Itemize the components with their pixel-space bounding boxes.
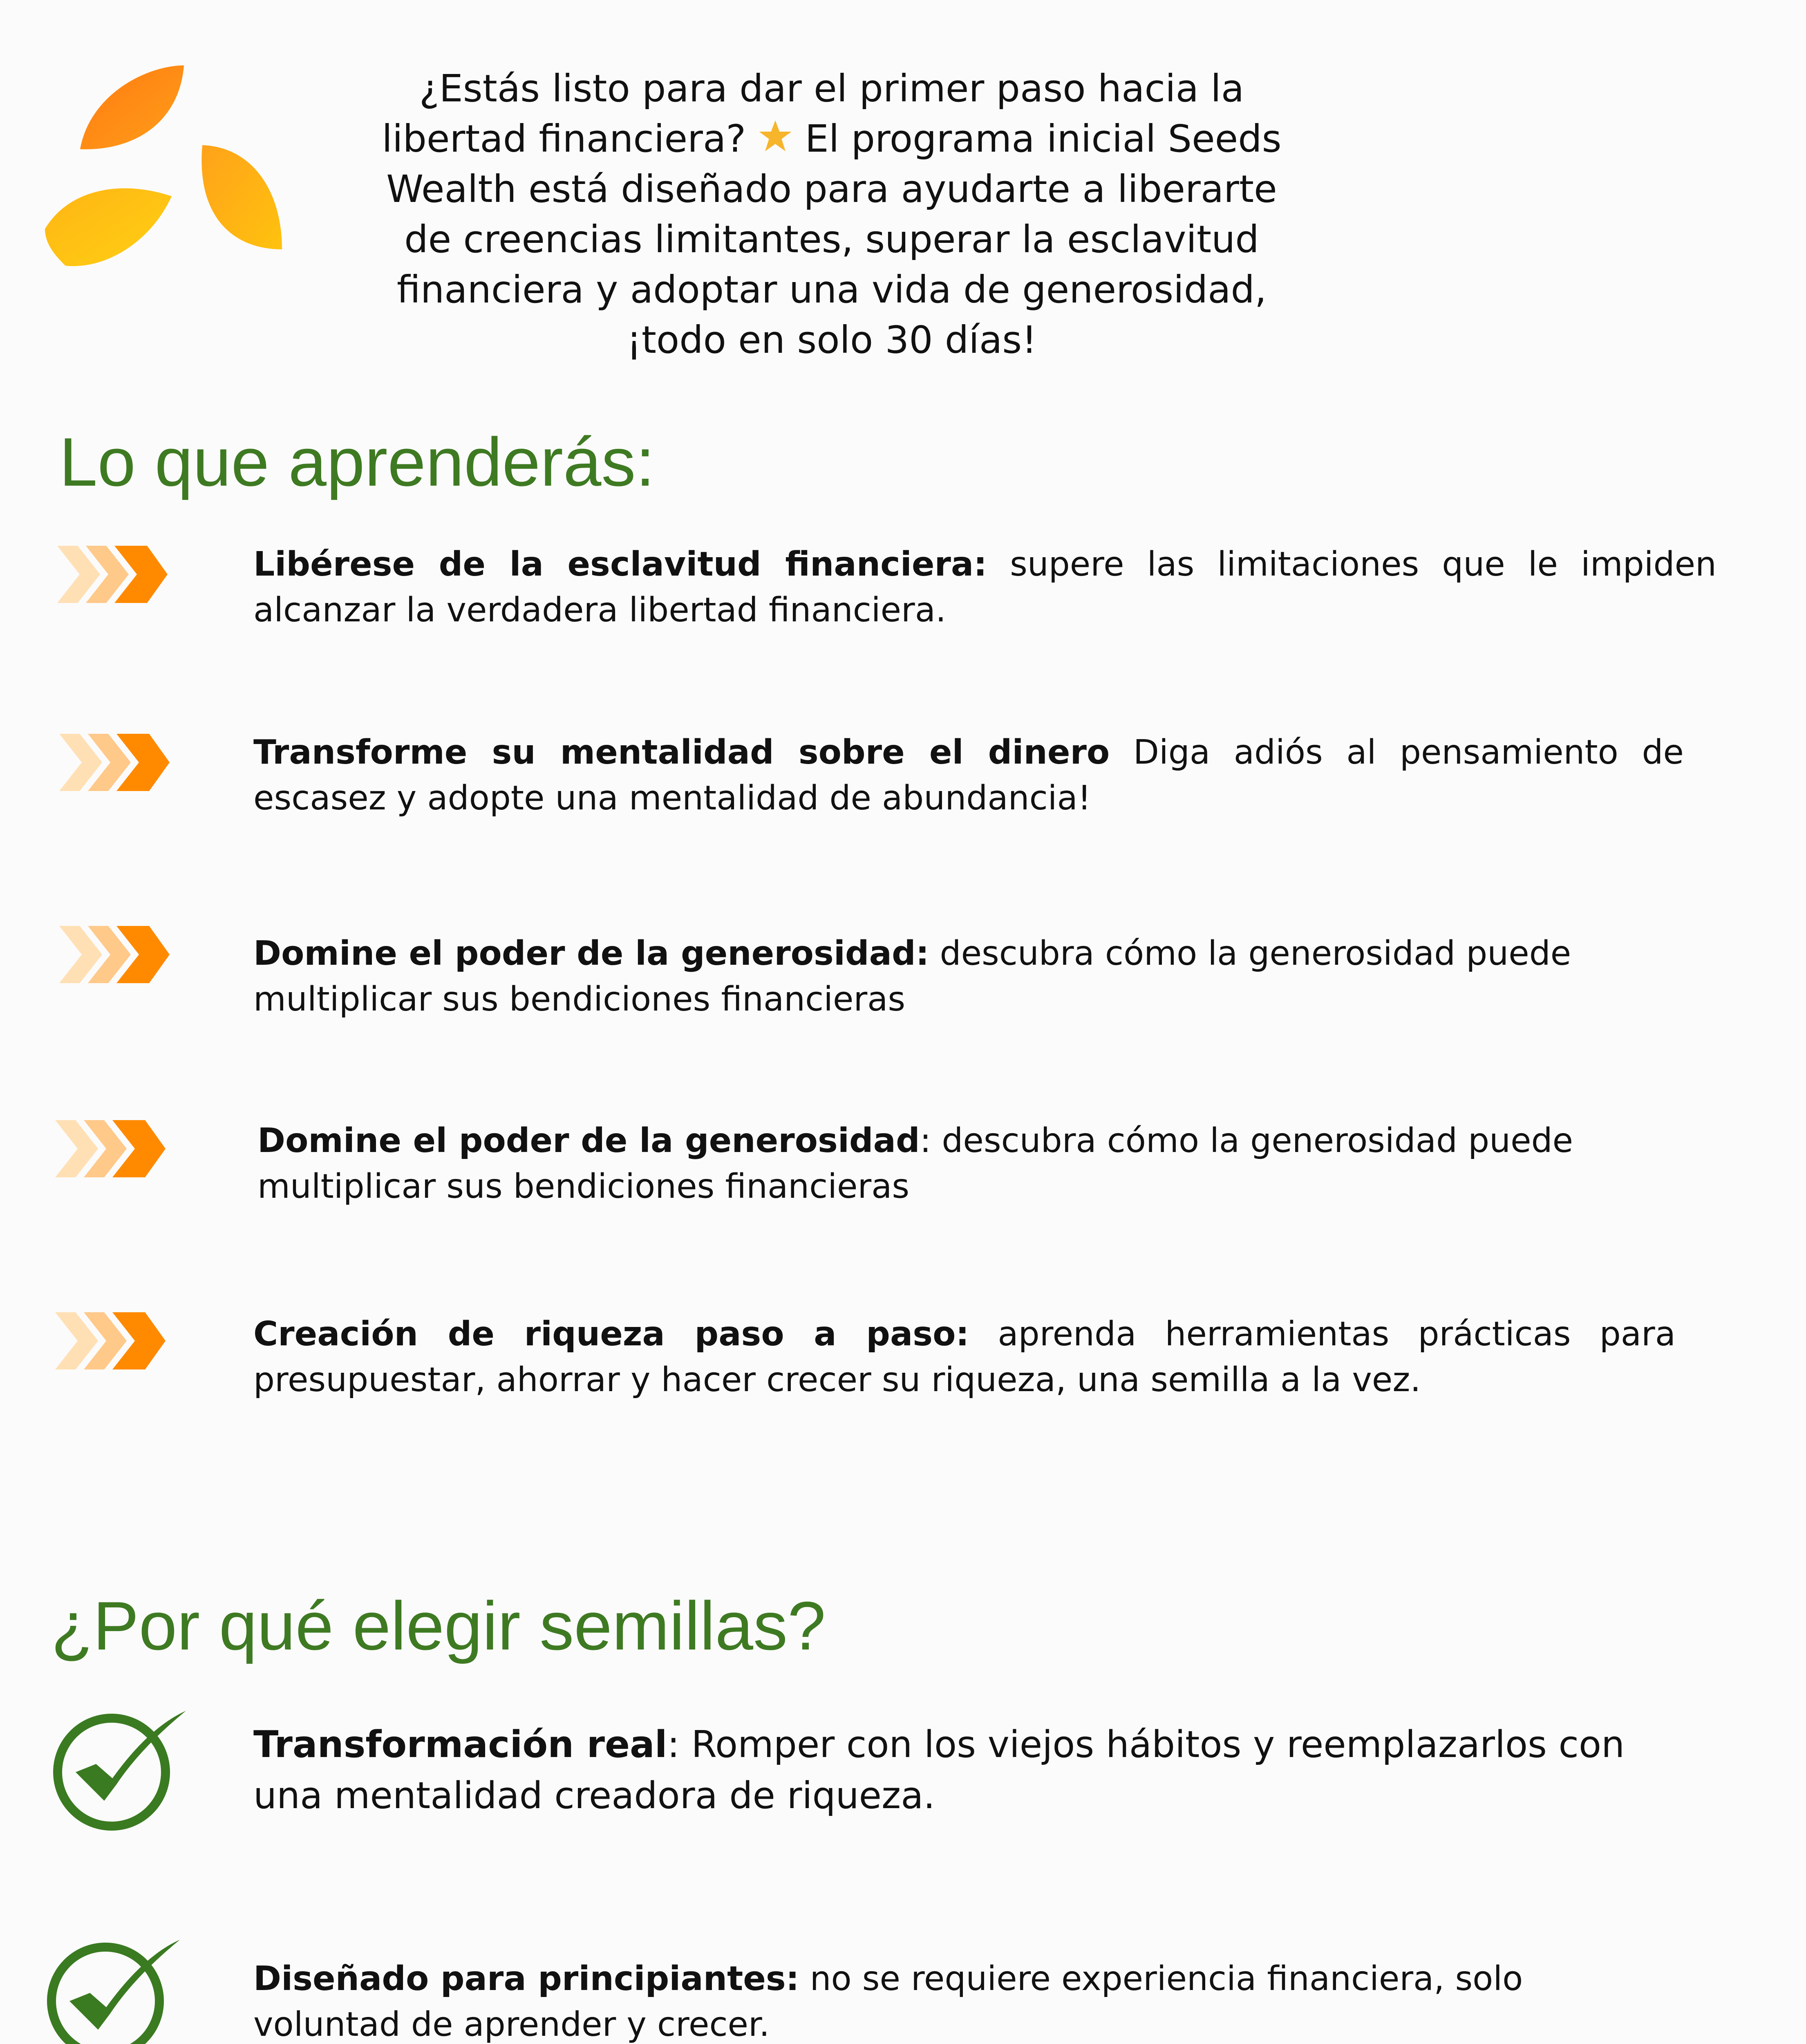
why-item-1-bold: Transformación real — [253, 1723, 667, 1766]
learn-heading: Lo que aprenderás: — [59, 424, 655, 500]
learn-item-2-bold: Transforme su mentalidad sobre el dinero — [253, 733, 1110, 772]
why-heading: ¿Por qué elegir semillas? — [51, 1587, 826, 1664]
learn-item-3-text: descubra cómo la generosidad puede multiplicar sus bendiciones financieras — [253, 934, 1571, 1019]
leaf-left — [45, 188, 172, 266]
learn-item-4-text: : descubra cómo la generosidad puede multiplicar sus bendiciones financieras — [257, 1121, 1573, 1206]
learn-item-5-text: aprenda herramientas prácticas para presupuestar, ahorrar y hacer crecer su riqueza, una semilla a la vez. — [253, 1315, 1676, 1399]
why-item-2 — [253, 1956, 1643, 2044]
check-circle-icon — [47, 1703, 186, 1833]
intro-text-2: El programa inicial Seeds Wealth está diseñado para ayudarte a liberarte de creencias limitantes, superar la esclavitud financiera y adoptar una vida de generosidad, ¡todo en solo 30 días! — [386, 117, 1282, 362]
chevrons-icon — [55, 544, 170, 605]
seeds-wealth-logo — [41, 57, 294, 278]
learn-item-1 — [253, 542, 1716, 633]
learn-item-3 — [253, 931, 1643, 1022]
why-item-1 — [253, 1719, 1643, 1821]
leaf-top — [80, 65, 184, 149]
chevrons-icon — [53, 1310, 168, 1372]
leaf-right — [201, 145, 282, 249]
learn-item-1-text: supere las limitaciones que le impiden alcanzar la verdadera libertad financiera. — [253, 545, 1717, 630]
star-icon — [758, 119, 793, 154]
chevrons-icon — [57, 732, 172, 793]
learn-item-3-bold: Domine el poder de la generosidad: — [253, 934, 929, 973]
learn-item-1-bold: Libérese de la esclavitud financiera: — [253, 545, 987, 584]
check-circle-icon — [41, 1932, 180, 2044]
why-item-2-text: no se requiere experiencia financiera, solo voluntad de aprender y crecer. — [253, 1959, 1523, 2044]
why-item-2-bold: Diseñado para principiantes: — [253, 1959, 799, 1998]
learn-item-4 — [257, 1118, 1647, 1210]
intro-paragraph — [368, 63, 1296, 365]
learn-item-2 — [253, 730, 1684, 821]
learn-item-2-text: Diga adiós al pensamiento de escasez y adopte una mentalidad de abundancia! — [253, 733, 1684, 818]
why-item-1-text: : Romper con los viejos hábitos y reemplazarlos con una mentalidad creadora de riqueza. — [253, 1723, 1625, 1817]
learn-item-5 — [253, 1311, 1676, 1403]
chevrons-icon — [57, 924, 172, 985]
learn-item-4-bold: Domine el poder de la generosidad — [257, 1121, 920, 1160]
chevrons-icon — [53, 1118, 168, 1179]
learn-item-5-bold: Creación de riqueza paso a paso: — [253, 1315, 969, 1354]
intro-text-1: ¿Estás listo para dar el primer paso hacia la libertad financiera? — [382, 67, 1244, 161]
